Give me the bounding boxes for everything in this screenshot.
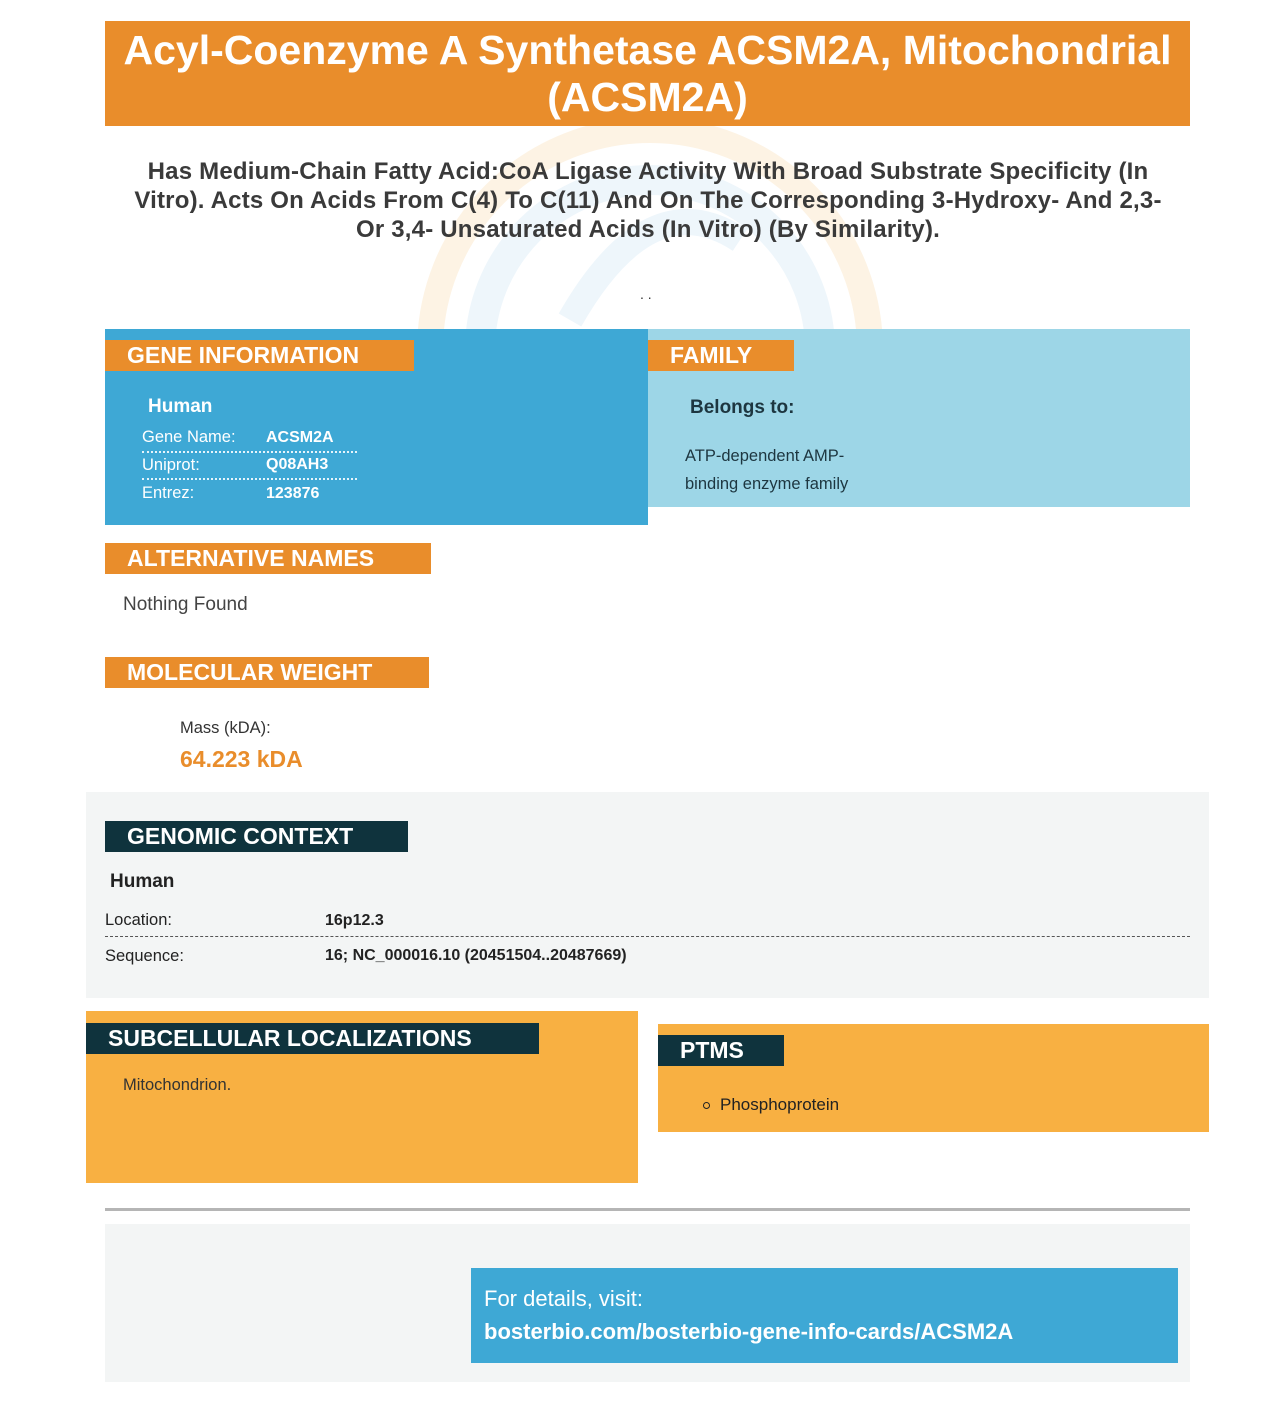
uniprot-row <box>142 453 357 481</box>
mass-value: 64.223 kDA <box>180 746 303 772</box>
visit-url-link[interactable]: bosterbio.com/bosterbio-gene-info-cards/ACSM2A <box>484 1319 1014 1344</box>
location-row <box>105 905 1190 937</box>
family-heading: FAMILY <box>648 340 794 371</box>
alternative-names-heading: ALTERNATIVE NAMES <box>105 543 431 574</box>
details-callout <box>471 1268 1178 1363</box>
location-value: 16p12.3 <box>325 911 384 929</box>
location-label: Location: <box>105 911 172 929</box>
ptm-item-text: Phosphoprotein <box>720 1095 840 1114</box>
protein-summary: Has Medium-Chain Fatty Acid:CoA Ligase Activity With Broad Substrate Specificity (In Vitro). Acts On Acids From C(4) To C(11) And On The Corresponding 3-Hydroxy- And 2,3- Or 3,4- Unsaturated Acids (In Vitro) (By Similarity). <box>134 158 1162 243</box>
ptm-list-item <box>703 1095 839 1115</box>
uniprot-label: Uniprot: <box>142 455 200 474</box>
genomic-species: Human <box>110 871 175 892</box>
subcellular-heading: SUBCELLULAR LOCALIZATIONS <box>86 1023 539 1054</box>
gene-name-row <box>142 425 357 453</box>
belongs-to-label: Belongs to: <box>690 397 795 418</box>
gene-name-value: ACSM2A <box>266 428 334 446</box>
separator-dots: . . <box>640 286 652 302</box>
family-name: ATP-dependent AMP-binding enzyme family <box>685 447 849 493</box>
entrez-label: Entrez: <box>142 484 195 503</box>
footer-divider <box>105 1208 1190 1211</box>
gene-name-label: Gene Name: <box>142 428 236 447</box>
entrez-value: 123876 <box>266 484 320 502</box>
alternative-names-text: Nothing Found <box>123 594 248 615</box>
visit-label: For details, visit: <box>484 1286 643 1311</box>
gene-info-table <box>142 425 357 508</box>
sequence-value: 16; NC_000016.10 (20451504..20487669) <box>325 947 627 964</box>
sequence-label: Sequence: <box>105 946 184 965</box>
subcellular-text: Mitochondrion. <box>123 1076 232 1094</box>
ptms-heading: PTMS <box>658 1035 784 1066</box>
gene-information-heading: GENE INFORMATION <box>105 340 414 371</box>
entrez-row <box>142 480 357 508</box>
genomic-context-heading: GENOMIC CONTEXT <box>105 821 408 852</box>
gene-species: Human <box>148 396 213 417</box>
uniprot-value: Q08AH3 <box>266 456 329 474</box>
molecular-weight-heading: MOLECULAR WEIGHT <box>105 657 429 688</box>
page-title: Acyl-Coenzyme A Synthetase ACSM2A, Mitochondrial (ACSM2A) <box>105 21 1190 126</box>
mass-label: Mass (kDA): <box>180 719 271 737</box>
bullet-icon <box>703 1102 710 1109</box>
sequence-row <box>105 940 1190 972</box>
